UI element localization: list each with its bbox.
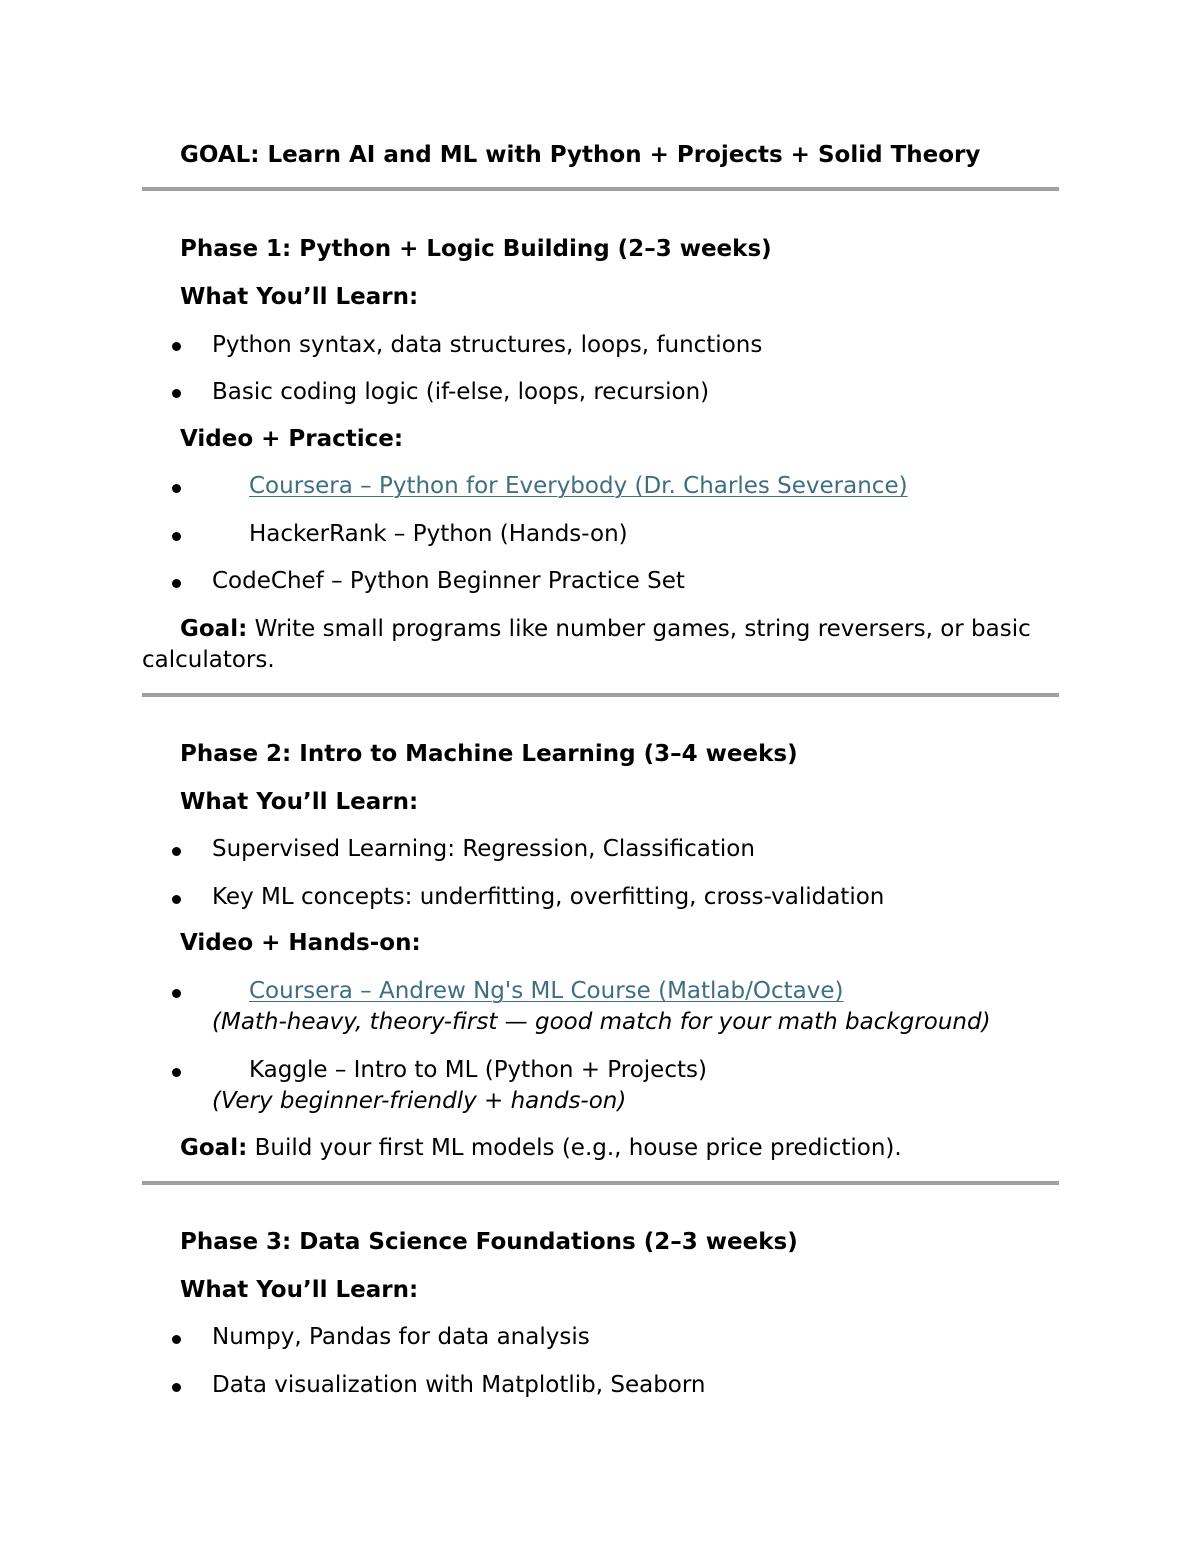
section-divider [142,1181,1059,1185]
bullet-icon [172,532,181,541]
phase1-learn-item: Python syntax, data structures, loops, functions [212,332,763,358]
phase3-learn-item: Numpy, Pandas for data analysis [212,1324,590,1350]
phase3-learn-item: Data visualization with Matplotlib, Seaborn [212,1372,706,1398]
phase2-resource-link[interactable] [212,975,843,1007]
bullet-icon [172,1335,181,1344]
bullet-icon [172,1383,181,1392]
phase1-heading: Phase 1: Python + Logic Building (2–3 weeks) [180,236,772,262]
bullet-icon [172,579,181,588]
phase1-learn-item: Basic coding logic (if-else, loops, recursion) [212,379,710,405]
section-divider [142,693,1059,697]
phase2-learn-label: What You’ll Learn: [180,789,419,815]
goal-title: GOAL: Learn AI and ML with Python + Projects + Solid Theory [180,142,981,168]
bullet-icon [172,342,181,351]
phase2-resources-label: Video + Hands-on: [180,930,421,956]
phase1-goal-label: Goal: [180,616,248,642]
bullet-icon [172,1068,181,1077]
bullet-icon [172,895,181,904]
bullet-icon [172,484,181,493]
bullet-icon [172,847,181,856]
phase2-resource-note: (Very beginner-friendly + hands-on) [212,1088,627,1114]
phase2-learn-item: Key ML concepts: underfitting, overfitting, cross-validation [212,884,885,910]
phase1-learn-label: What You’ll Learn: [180,284,419,310]
phase2-goal-label: Goal: [180,1135,248,1161]
bullet-icon [172,989,181,998]
phase3-learn-label: What You’ll Learn: [180,1277,419,1303]
phase1-resource-link[interactable] [212,470,908,502]
phase3-heading: Phase 3: Data Science Foundations (2–3 weeks) [180,1229,798,1255]
phase2-goal [180,1132,902,1164]
phase1-resource: HackerRank – Python (Hands-on) [249,521,628,547]
coursera-ml-link[interactable]: Coursera – Andrew Ng's ML Course (Matlab/Octave) [249,978,844,1004]
coursera-python-link[interactable]: Coursera – Python for Everybody (Dr. Charles Severance) [249,473,908,499]
phase1-resource: CodeChef – Python Beginner Practice Set [212,568,685,594]
phase2-goal-text: Build your first ML models (e.g., house price prediction). [247,1135,902,1161]
phase2-heading: Phase 2: Intro to Machine Learning (3–4 weeks) [180,741,798,767]
phase1-goal [180,613,1031,645]
bullet-icon [172,389,181,398]
phase2-learn-item: Supervised Learning: Regression, Classification [212,836,755,862]
phase2-resource-note: (Math-heavy, theory-first — good match for your math background) [212,1009,991,1035]
phase1-resources-label: Video + Practice: [180,426,404,452]
phase1-goal-text: Write small programs like number games, string reversers, or basic [247,616,1031,642]
phase1-goal-text-cont: calculators. [142,647,275,673]
section-divider [142,187,1059,191]
phase2-resource: Kaggle – Intro to ML (Python + Projects) [249,1057,707,1083]
